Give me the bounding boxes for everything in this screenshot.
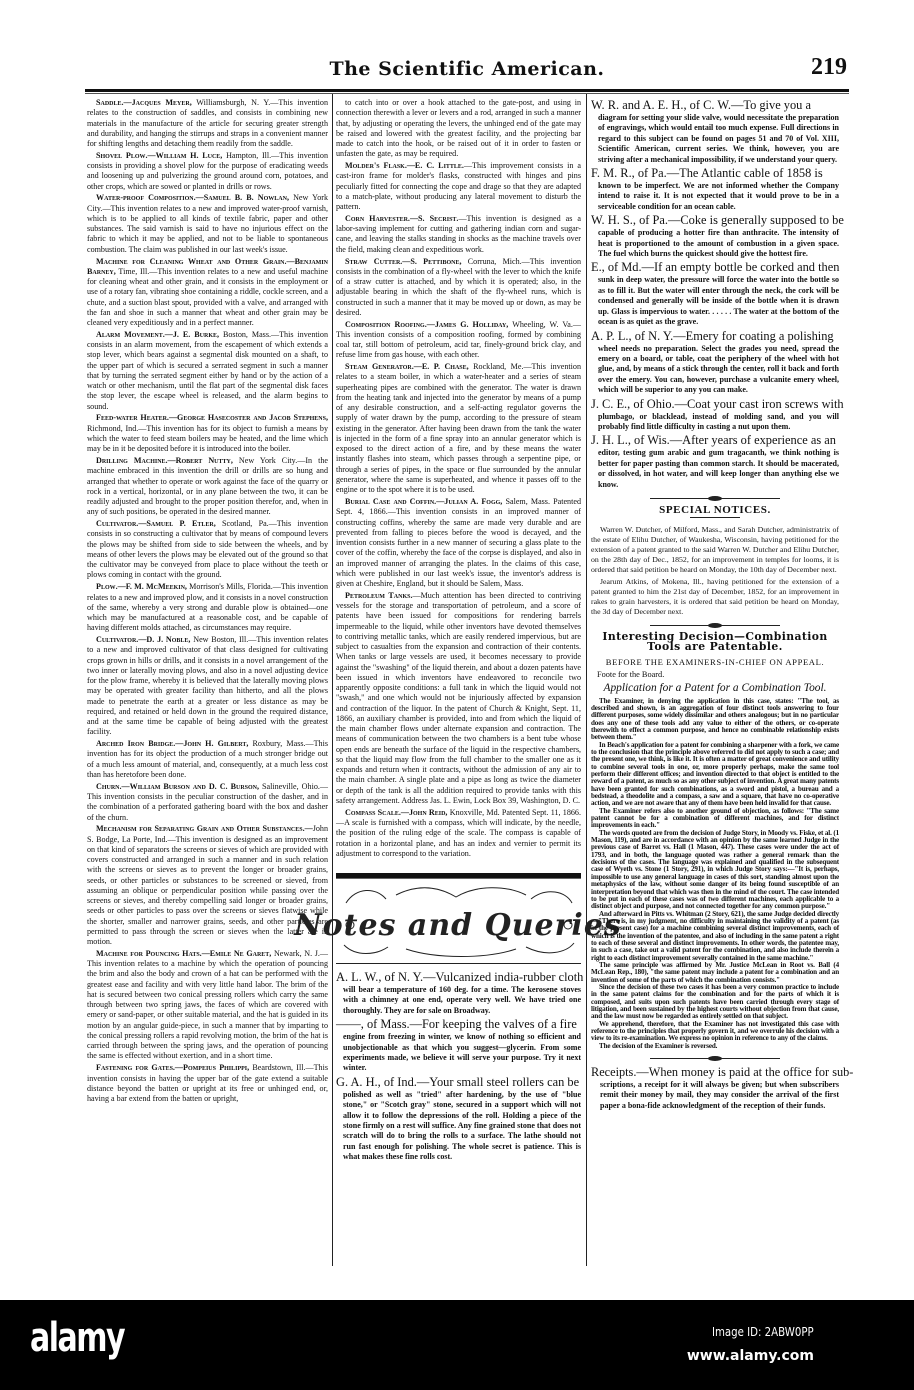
entry-text: Beardstown, Ill.—This invention consists in having the upper bar of the gate extend a suitable distance beyond the batten or upright at its free or unhinged end, or, having a bar extend from the batten or upright, (87, 1063, 328, 1104)
entry-text: New York City.—In the machine embraced in this invention the drill or drills are so hung and arranged that whether to operate or work against the face of the quarry or rock in a vertical, horizontal, or in any plane between the two, it can be readily adjusted and brought to the proper position therefor, and, when in any of such positions, be operated in the desired manner. (87, 456, 328, 517)
invention-entry (336, 161, 581, 212)
entry-title: Fastening for Gates.—Pompeius Philippi, (96, 1063, 250, 1073)
query-text: capable of producing a hotter fire than anthracite. The intensity of heat is proportioned to the amount of combustion in a given space. The fuel which burns the quickest should give the hottest fire. (598, 228, 839, 259)
invention-entry (87, 739, 328, 780)
banner-text: Notes and Queries (294, 908, 622, 943)
heading-underline (690, 517, 740, 518)
header-rule-thin (85, 93, 849, 94)
article-paragraph: Since the decision of these two cases it has been a very common practice to include in the same patent claims for the combination and for the parts of which it is composed, and suits upon such patents have been carried through every stage of litigation, and been sustained by the highest courts without objection from that cause, and the law must now be regarded as entirely settled on that subject. (591, 982, 839, 1021)
column-divider (586, 94, 587, 1266)
entry-title: Mechanism for Separating Grain and Other Substances.— (96, 824, 313, 834)
invention-entry (87, 519, 328, 581)
entry-title: Shovel Plow.—William H. Luce, (96, 150, 223, 160)
section-rule (336, 873, 581, 879)
invention-entry (336, 808, 581, 859)
query-lead: E., of Md.—If an empty bottle be corked and then (591, 260, 840, 275)
article-paragraph: The Examiner refers also to another ground of objection, as follows: "The same patent cannot be for a combination of different machines, and for distinct improvements in each." (591, 806, 839, 830)
invention-entry (336, 591, 581, 806)
query-answer (336, 970, 584, 1016)
entry-title: Steam Generator.—E. P. Chase, (345, 362, 469, 372)
query-text: will bear a temperature of 160 deg. for a time. The kerosene stoves with a chimney at one end, operate very well. We have tried one thoroughly. They are for sale on Broadway. (343, 985, 581, 1015)
entry-text: Corruna, Mich.—This invention consists in the combination of a fly-wheel with the lever to which the knife of a straw cutter is attached, and by which it is operated; also, in the adjustable bearing in which the shaft of the fly-wheel runs, which is constructed in such a manner that it may be moved up or down, as may be desired. (336, 256, 581, 317)
entry-text: New York City.—This invention relates to a new and improved water-proof varnish, which is to be applied to all kinds of textile fabric, paper and other substances. The said varnish is said to have no injurious effect on the fabric to which it may be applied, and not to be liable to spontaneous combustion. The claim was published in our last week's issue. (87, 193, 328, 254)
invention-entry (87, 582, 328, 633)
masthead (85, 52, 849, 88)
query-text: editor, testing gum arabic and gum tragacanth, we think nothing is better for paper pasting than common starch. It should be macerated, or dissolved, in hot water, and will keep longer than anything else we know. (598, 448, 839, 489)
entry-text: Salineville, Ohio.—This invention consists in the peculiar construction of the dasher, and in the combination of a perforated gathering board with the box and dasher of the churn. (87, 781, 328, 822)
entry-title: Feed-water Heater.—George Hasecoster and Jacob Stephens, (96, 413, 328, 423)
article-title: Interesting Decision—Combination Tools are Patentable. (602, 629, 828, 653)
article-subtitle: BEFORE THE EXAMINERS-IN-CHIEF ON APPEAL. (605, 656, 825, 667)
query-text: engine from freezing in winter, we know of nothing so efficient and unobjectionable as that which you suggest—glycerin. From some experiments made, we believe it will serve your purpose. Try it next winter. (343, 1032, 581, 1073)
invention-entry (87, 193, 328, 255)
entry-text: Boston, Mass.—This invention consists in an alarm movement, from the escapement of which extends a stop lever, which bears against a segmental disk mounted on a shaft, to the upper part of which is secured a serrated segment in such a manner that by turning the serrated segment either by hand or by the action of a watch or other mechanism, until the flat part of the segmental disk faces the stop lever, the escape wheel is released, and the alarm begins to sound. (87, 329, 328, 411)
query-text: sunk in deep water, the pressure will force the water into the bottle so as to fill it. But the water will enter through the neck, the cork will be condensed and generally will be inside of the bottle when it is drawn up. Glass is impervious to water. . . . . . The water at the bottom of the ocean is as quiet as the grave. (598, 275, 839, 327)
entry-title: Machine for Cleaning Wheat and Other Grain.—Benjamin Barney, (87, 256, 328, 276)
alamy-logo: alamy (30, 1315, 125, 1361)
article-paragraph: The same principle was affirmed by Mr. Justice McLean in Root vs. Ball (4 McLean Rep., 180), "the same patent may include a patent for a combination and an invention of some of the parts of which the combination consists." (591, 960, 839, 984)
article-byline: Foote for the Board. (597, 670, 665, 680)
entry-text: John S. Bodge, La Porte, Ind.—This invention is designed as an improvement on that kind of separators the screens or sieves of which are provided with covers constructed and arranged in such a manner and in such relation with the screens or sieves as to prevent the longer or broader grains, seeds, or other particles or substances to be screened or sieved, from assuming an oblique or perpendicular position while passing over the screens or sieves, and thereby compelling said longer or broader grains, seeds or other particles to pass over the screens or sieves flatwise while the shorter, smaller and narrower grains, seeds, and other particles are permitted to pass through the screen or sieves when the latter are in motion. (87, 824, 328, 947)
entry-text: Time, Ill.—This invention relates to a new and useful machine for cleaning wheat and other grain, and it consists in the employment or use of a rotary fan, vibrating shoe containing a riddle, cockle screen, and a chute, and a suction blast spout, provided with a valve, and arranged with the fan and shoe in such a manner that wheat and other grain may be cleaned very expeditiously and in a perfect manner. (87, 266, 328, 328)
article-paragraph: And afterward in Pitts vs. Whitman (2 Story, 621), the same Judge decided directly—"There is, in my judgment, no difficulty in maintaining the validity of a patent (as in the present case) for a machine combining several distinct improvements, each of which is the invention of the patentee, and also of including in the same patent a right to each of these several and distinct improvements. In other words, the patentee may, in such a case, take out a valid patent for the combination, and also include therein a right to each distinct improvement severally contained in the same machine." (591, 909, 839, 962)
column-1-inventions (87, 98, 328, 1106)
invention-entry (336, 320, 581, 361)
entry-title: Water-proof Composition.—Samuel B. B. Nowlan, (96, 193, 289, 203)
query-lead: F. M. R., of Pa.—The Atlantic cable of 1858 is (591, 166, 823, 181)
special-notice: Warren W. Dutcher, of Milford, Mass., and Sarah Dutcher, administratrix of the estate of Elihu Dutcher, of Waukesha, Wisconsin, having petitioned for the extension of a patent granted to the said Warren W. Dutcher and Elihu Dutcher, on the 28th day of Dec., 1852, for an improvement in temples for looms, it is ordered that said petition be heard on Monday, the 10th day of December next. (591, 525, 839, 575)
query-answer (336, 1017, 581, 1074)
query-lead: A. P. L., of N. Y.—Emery for coating a polishing (591, 328, 834, 343)
entry-text: —This improvement consists in a cast-iron frame for molder's flasks, constructed with hinges and pins peculiarly fitted for connecting the cope and drage so that they are adapted to a match-plate, without producing any lateral movement to disturb the pattern. (336, 161, 581, 212)
column-2 (294, 98, 622, 1164)
query-answer (336, 1075, 581, 1163)
invention-entry (87, 456, 328, 518)
entry-title: Compass Scale.—John Reid, (345, 807, 448, 817)
query-lead: W. R. and A. E. H., of C. W.—To give you a (591, 98, 811, 112)
invention-entry (87, 257, 328, 329)
article-paragraph: In Beach's application for a patent for combining a sharpener with a fork, we came to the conclusion that the principle above referred to did not apply to such a case; and the present one, we think, is like it. It is often a matter of great convenience and utility to combine several tools in one, or, more properly perhaps, make the same tool perform their different offices; and invention directed to that object is entitled to the reward of a patent, as much so as any other subject of invention. A great many patents have been granted for such combinations, as a sword and pistol, a bureau and a bedstead, a theodolite and a compass, a saw and a square, that have no co-operative action, and we are not aware that any of them have been held invalid for that cause. (591, 740, 839, 808)
entry-text: Hampton, Ill.—This invention consists in providing a shovel plow for the purpose of eradicating weeds and loosening up and pulverizing the ground around corn, potatoes, and other crops, which are sowed or planted in drills or rows. (87, 150, 328, 191)
entry-text: Newark, N. J.—This invention relates to a machine by which the operation of pouncing the brim and also the body and crown of a hat can be performed with the greatest ease and facility and with very little hand labor. The brim of the hat is secured between two conical pressing rollers which carry the same through between two spring jaws, the faces of which are covered with emery or sand-paper, or other suitable material, and the hat is guided in its motion by an angular guide-piece, in such a manner that by imparting to the conical pressing rollers a rapid revolving motion, the brim of the hat is carried through between the spring jaws, and the operation of pouncing the same is effected without exertion, and in a short time. (87, 948, 328, 1061)
image-id: Image ID: 2ABW0PP (712, 1325, 814, 1339)
query-lead: ——, of Mass.—For keeping the valves of a fire (336, 1017, 577, 1032)
invention-entry (87, 782, 328, 823)
query-answer (591, 396, 844, 433)
entry-title: Alarm Movement.—J. E. Burke, (96, 329, 220, 339)
entry-title: Churn.—William Burson and D. C. Burson, (96, 781, 260, 791)
article-heading: Application for a Patent for a Combination Tool. (603, 682, 827, 695)
inventions-continued (336, 98, 581, 859)
stock-footer-bar (0, 1300, 914, 1390)
entry-title: Machine for Pouncing Hats.—Emile Ne Garet, (96, 948, 272, 958)
query-answer (591, 260, 839, 327)
entry-text: to catch into or over a hook attached to the gate-post, and using in connection therewith a lever or levers and a rod, arranged in such a manner that, by adjusting or operating the levers, the unhinged end of the gate may be raised and lowered with the greatest facility, and the projecting bar made to catch into the hook, or be raised out of it in order to fasten or unfasten the gate, as may be required. (336, 98, 581, 159)
entry-text: New Boston, Ill.—This invention relates to a new and improved cultivator of that class designed for cultivating crops grown in hills or drills, and it consists in a novel arrangement of the two inner or laterally moving plows, and also in a novel adjusting device for the plow frame, whereby it is believed that the laterally moving plows may be operated with greater facility than hitherto, and all the plows made to penetrate the earth at a greater or less distance as may be required, and retained or held down in the ground the required distance, and at the same time be capable of being adjusted with the greatest facility. (87, 635, 328, 737)
invention-entry (87, 1063, 328, 1104)
query-lead: J. H. L., of Wis.—After years of experience as an (591, 433, 836, 448)
invention-entry (87, 949, 328, 1062)
invention-entry (336, 214, 581, 255)
invention-entry (87, 635, 328, 738)
special-notices-heading: SPECIAL NOTICES. (659, 503, 771, 516)
article-body (591, 698, 839, 1051)
query-text: polished as well as "tried" after hardening, by the use of "blue stone," or "Scotch gray" stone, secured in a support which will not allow it to follow the depressions of the roll. Holding a piece of the stone firmly on a rest will suffice. Any fine grained stone that does not scratch will do to bring the rolls to a surface. The lathe should not run fast enough for polishing. The whole secret is patience. This is what makes these fine rolls cost. (343, 1089, 581, 1162)
ornamental-divider (650, 498, 780, 499)
entry-text: Roxbury, Mass.—This invention has for its object the production of a much stronger bridge out of a much less amount of material, and, consequently, at a much less cost than has heretofore been done. (87, 739, 329, 779)
queries-list (336, 970, 584, 1163)
query-answer (591, 166, 839, 212)
query-lead: J. C. E., of Ohio.—Coat your cast iron screws with (591, 396, 844, 411)
article-paragraph: We apprehend, therefore, that the Examiner has not investigated this case with reference to the principles that properly govern it, and we overrule his decision with a view to its re-examination. We express no opinion in reference to any of the claims. (591, 1019, 839, 1043)
article-paragraph: The words quoted are from the decision of Judge Story, in Moody vs. Fiske, et al. (1 Mason, 119), and are in accordance with an opinion by the same learned Judge in the previous case of Barret vs. Hall (1 Mason, 447). These cases were under the act of 1793, and in both, the language quoted was rather a general remark than the decisions of the cases. The language was explained and qualified in the subsequent case of Wyeth vs. Stone (1 Story, 291), in which Judge Story says:—"It is, perhaps, impossible to use any general language in cases of this sort, standing almost upon the metaphysics of the law, without some danger of its being found susceptible of an interpretation beyond that which was then in the mind of the court. The case intended to be put in each of these cases was of two different machines, each applicable to a distinct object and purpose, and not connected together for any common purpose." (591, 828, 839, 911)
article-paragraph: The Examiner, in denying the application in this case, states: "The tool, as described and shown, is an aggregation of four distinct tools answering to four different purposes, some widely dissimilar and others analogous; but in no particular does any one of these tools add any value to either of the others, or co-operate therewith to effect a common purpose, and hence no combinable relationship exists between them." (591, 696, 839, 742)
entry-title: Cultivator.—Samuel P. Etler, (96, 519, 216, 529)
entry-title: Plow.—F. M. McMeekin, (96, 582, 187, 592)
entry-text: Richmond, Ind.—This invention has for its object to furnish a means by which the water to feed steam boilers may be heated, and the lime which may be in it be deposited before it is introduced into the boiler. (87, 423, 328, 454)
entry-title: Petroleum Tanks. (345, 590, 413, 600)
entry-text: Scotland, Pa.—This invention consists in so constructing a cultivator that by means of compound levers the plows may be shifted from side to side between the wheels, and by means of other levers the plows may be elevated out of the ground so that the cultivator may be conveyed from place to place without the teeth or plows coming in contact with the ground. (87, 519, 328, 580)
entry-title: Cultivator.—D. J. Noble, (96, 635, 191, 645)
entry-text: Wheeling, W. Va.—This invention consists of a composition roofing, formed by combining coal tar, still bottom of petroleum, acid tar, finely-ground brick clay, and refuse lime from gas house, with each other. (336, 319, 581, 360)
query-text: diagram for setting your slide valve, would necessitate the preparation of engravings, which would entail too much expense. Full directions in regard to this subject can be found on pages 51 and 70 of Vol. XIII, Scientific American, current series. We think, however, you are striving after a mechanical impossibility, if we understand your query. (598, 113, 839, 164)
notes-and-queries-ornament (294, 885, 622, 959)
invention-entry (336, 497, 581, 589)
invention-entry (336, 362, 581, 495)
column-3 (591, 98, 854, 1111)
invention-entry (336, 98, 581, 160)
receipts-text: scriptions, a receipt for it will always be given; but when subscribers remit their money by mail, they may consider the arrival of the first paper a bona-fide acknowledgment of the reception of their funds. (600, 1080, 839, 1110)
notes-and-queries-banner (294, 885, 622, 959)
entry-text: Morrison's Mills, Florida.—This invention relates to a new and improved plow, and it consists in a novel construction of the same, whereby a very strong and durable plow is obtained—one which may be manufactured at a reasonable cost, and be capable of having different molds attached, as circumstances may require. (87, 582, 329, 633)
entry-title: Composition Roofing.—James G. Holliday, (345, 319, 509, 329)
invention-entry (87, 151, 328, 192)
query-lead: G. A. H., of Ind.—Your small steel rollers can be (336, 1074, 580, 1089)
receipts-lead: Receipts.—When money is paid at the office for sub- (591, 1065, 854, 1080)
newspaper-title: The Scientific American. (329, 58, 605, 80)
query-text: wheel needs no preparation. Select the grades you need, spread the emery on a board, or table, coat the periphery of the wheel with hot glue, and, by means of a stick through the center, roll it back and forth over the emery. You can, however, purchase a vulcanite emery wheel, which will be superior to any you can make. (598, 343, 839, 395)
query-answer (591, 98, 839, 165)
entry-title: Molder's Flask.—E. C. Little. (345, 161, 464, 171)
entry-title: Burial Case and Coffin.—Julian A. Fogg, (345, 497, 503, 507)
entry-title: Drilling Machine.—Robert Nutty, (96, 456, 233, 466)
entry-title: Arched Iron Bridge.—John H. Gilbert, (96, 739, 249, 749)
query-lead: A. L. W., of N. Y.—Vulcanized india-rubber cloth (336, 970, 584, 984)
ornamental-divider (650, 625, 780, 626)
entry-text: Rockland, Me.—This invention relates to a steam boiler, in which a water-heater and a series of steam superheating pipes are combined with the generator. The water is drawn from the heating tank and injected into the generator by means of a pump of any desirable construction, and a self-acting regulator governs the supply of water drawn by the pump, according to the pressure of steam existing in the generator. After having been drawn from the tank the water is injected in the form of a fine spray into an annular generator which is exposed to the direct action of a fire, and by these means the water instantly flashes into steam, which passes through a serpentine pipe, or through a series of pipes, in the space or flue surrounded by the annular generator, where the same is superheated, and whence it passes off to the engine or to the spot where it is to be used. (336, 362, 581, 495)
queries-list (591, 98, 844, 490)
invention-entry (87, 98, 328, 149)
query-answer (591, 329, 839, 396)
entry-text: Salem, Mass. Patented Sept. 4, 1866.—This invention consists in an improved manner of constructing coffins, whereby the same are made very durable and are prevented from falling to pieces before the wood is decayed, and the invention consists further in a new manner of securing a glass plate to the cover of the coffin, whereby the face of the corpse is displayed, and also in an improved manner of arranging the plates. In the claims of this case, which were published in our last week's issue, the inventor's address is given at Cheshire, England, but it should be Salem, Mass. (336, 497, 581, 589)
invention-entry (87, 824, 328, 947)
query-text: plumbago, or blacklead, instead of molding sand, and you will probably find little difficulty in casting a nut upon them. (598, 411, 839, 431)
query-text: known to be imperfect. We are not informed whether the Company intend to raise it. It is not expected that it would prove to be in a serviceable condition for an ocean cable. (598, 181, 839, 211)
article-paragraph: The decision of the Examiner is reversed. (599, 1041, 718, 1050)
section-rule (336, 963, 581, 964)
special-notices-list (591, 525, 839, 617)
entry-text: —Much attention has been directed to contriving vessels for the storage and transportation of petroleum, and a score of patents have been issued for compositions for rendering barrels impermeable to the liquid, while other inventors have devoted themselves to contriving metallic tanks, which are easily rendered impervious, but are subject to casualties from the expansion and contraction of their contents. When tanks or large vessels are used, it becomes necessary to provide against the "swashing" of the liquid therein, and about a dozen patents have been issued in which inventors have endeavored to reconcile two apparently opposite conditions: a full tank in which the liquid would not "swash," and one which would not be injuriously affected by expansion and contraction of the liquor. In the patent of Church & Knight, Sept. 11, 1866, an auxiliary chamber is provided, into and from which the liquid of the main chamber flows under alternate expansion and contraction. The means of communication between the two chambers is a bent tube whose open ends are beneath the surface of the liquid in the respective chambers, so that the liquid may flow from the full chamber to the smaller one as it expands and return when it contracts, without the admission of any air to the main chamber. A single plate and a pipe as long as twice the diameter or depth of the tank is all the addition required to provide tanks with this safety arrangement. Address Jas. L. Ewin, Lock Box 39, Washington, D. C. (336, 590, 581, 805)
special-notice: Jearum Atkins, of Mokena, Ill., having petitioned for the extension of a patent granted to him the 21st day of December, 1852, for an improvement in rakes to grain harvesters, it is ordered that said petition be heard on Monday, the 3d day of December next. (591, 576, 839, 616)
invention-entry (87, 413, 328, 454)
entry-text: Williamsburgh, N. Y.—This invention relates to the construction of saddles, and consists in combining new materials in the manufacture of the article for securing greater strength and durability, and hanging the stirrups and straps in a convenient manner for shifting lengths and detaching them readily from the saddle. (87, 98, 328, 148)
alamy-url: www.alamy.com (686, 1348, 814, 1364)
ornamental-divider (650, 1058, 780, 1059)
entry-text: Knoxville, Md. Patented Sept. 11, 1866.—A scale is furnished with a compass, which will indicate, by the needle, the position of the ruling edge of the scale. The compass is capable of rotation in a horizontal plane, and has an index and vernier to permit its adjustment to correspond to the variation. (336, 807, 581, 858)
entry-text: —This invention is designed as a labor-saving implement for cutting and gathering indian corn and sugar-cane, and leaving the stalks standing in shocks as the machine travels over the field, making clean and expeditious work. (336, 213, 581, 254)
entry-title: Straw Cutter.—S. Pettibone, (345, 256, 462, 266)
invention-entry (336, 257, 581, 319)
invention-entry (87, 330, 328, 412)
entry-title: Saddle.—Jacques Meyer, (96, 98, 192, 107)
query-lead: W. H. S., of Pa.—Coke is generally supposed to be (591, 213, 844, 228)
query-answer (591, 213, 844, 259)
query-answer (591, 433, 839, 490)
page-number: 219 (811, 54, 847, 80)
receipts-notice (591, 1065, 854, 1111)
header-rule (85, 89, 849, 92)
column-divider (332, 94, 333, 1266)
entry-title: Corn Harvester.—S. Secrist. (345, 213, 459, 223)
